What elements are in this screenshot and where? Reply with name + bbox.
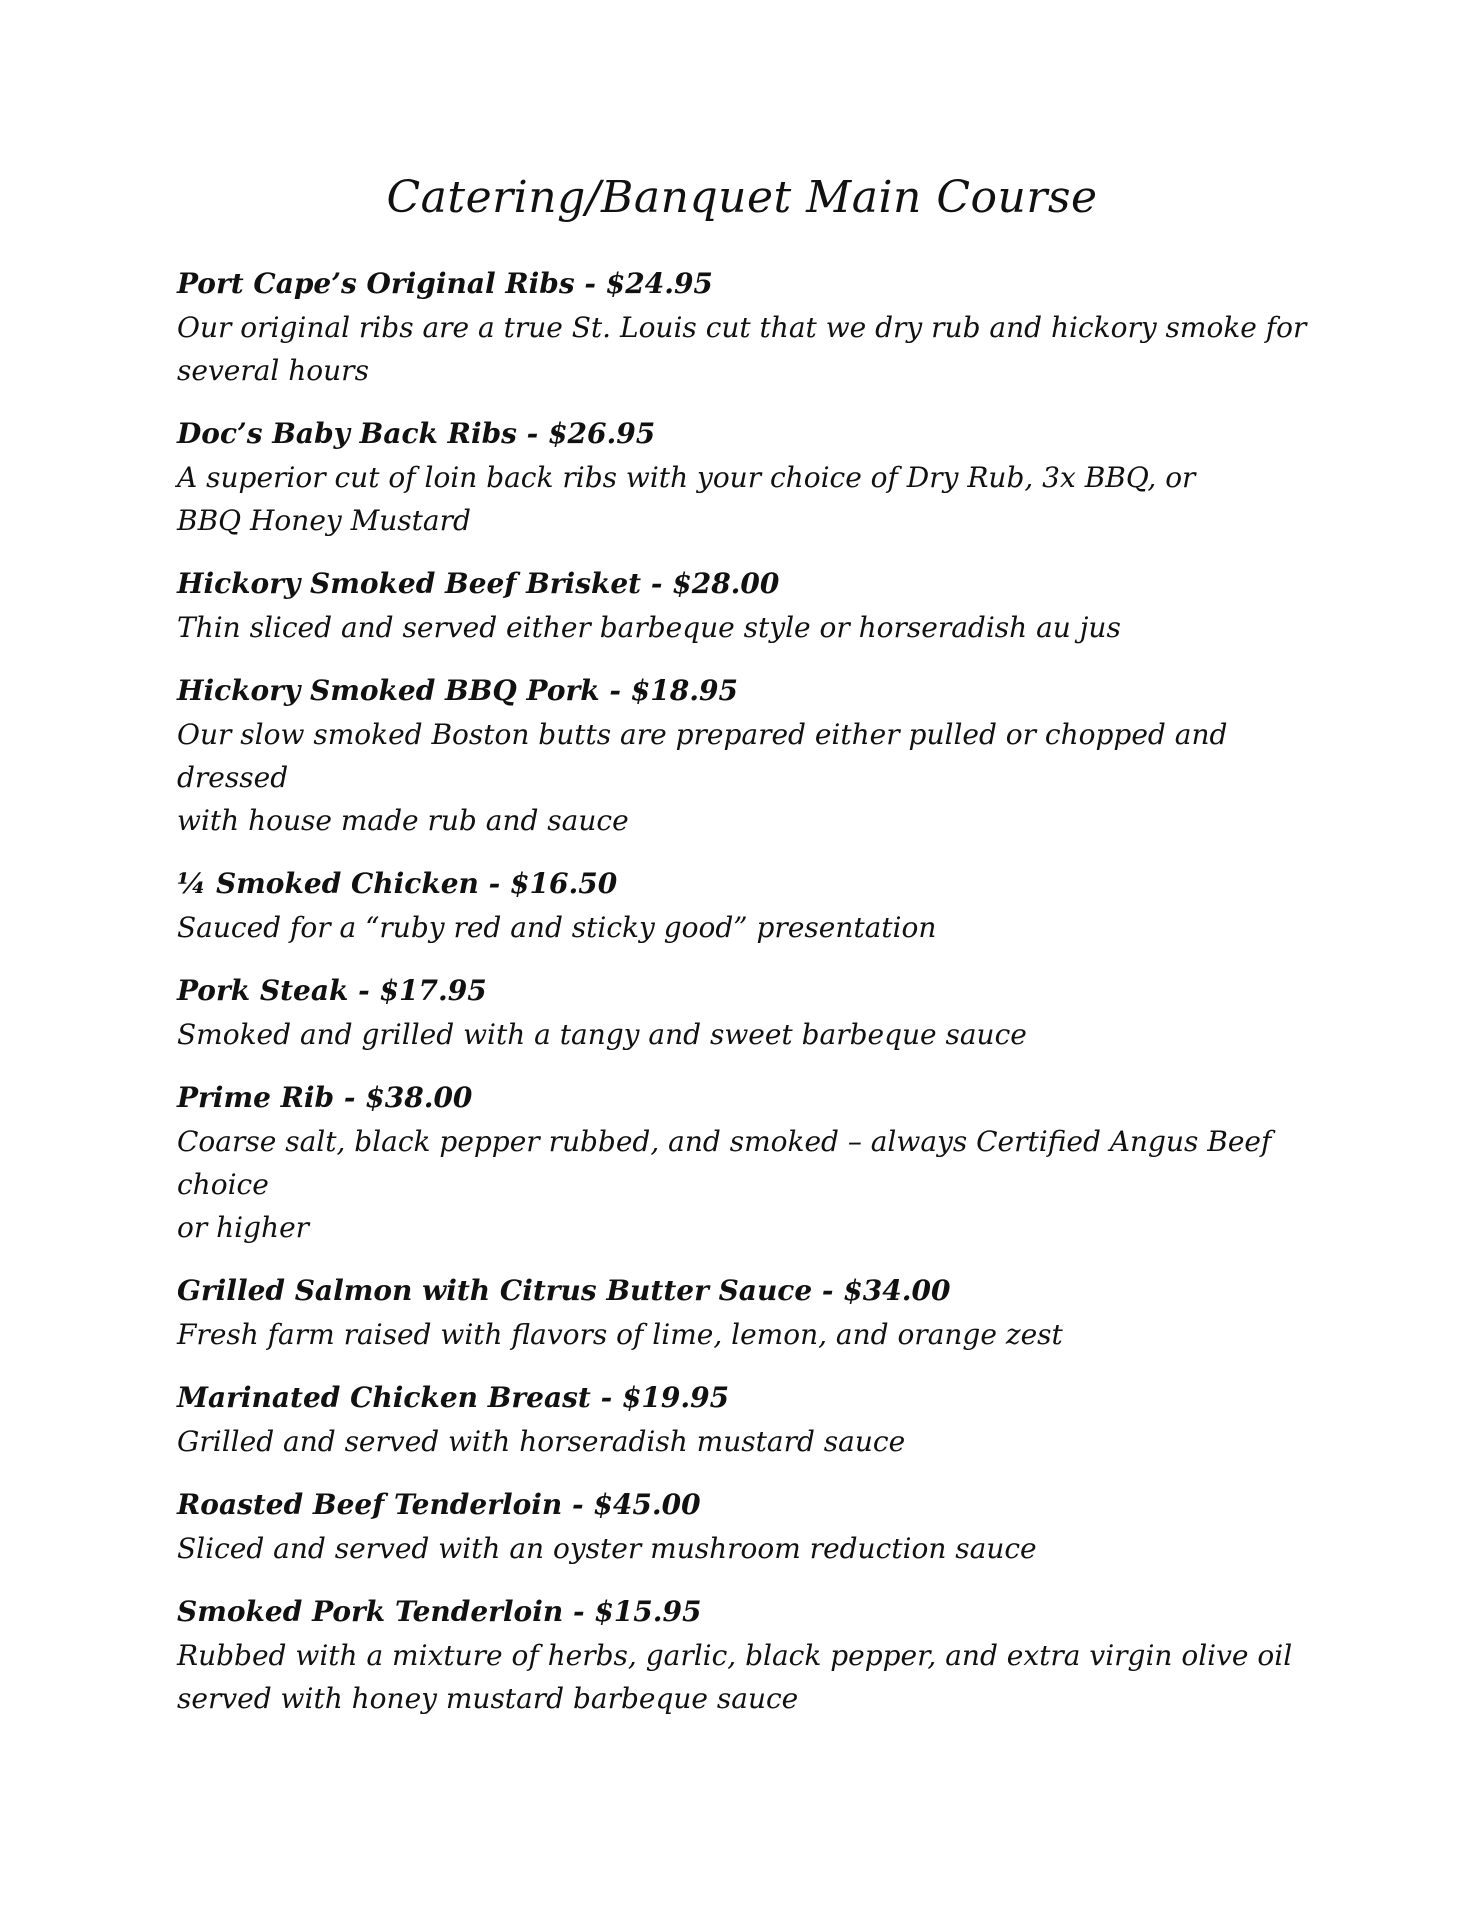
- item-heading: [177, 1076, 1317, 1120]
- menu-item: [177, 562, 1317, 649]
- menu-item: [177, 1590, 1317, 1720]
- menu-item: [177, 1269, 1317, 1356]
- item-name: Hickory Smoked BBQ Pork: [177, 674, 600, 707]
- item-heading: [177, 1269, 1317, 1313]
- item-price: $19.95: [621, 1381, 730, 1414]
- item-separator: -: [348, 974, 380, 1007]
- item-name: Pork Steak: [177, 974, 349, 1007]
- item-description: Our slow smoked Boston butts are prepared either pulled or chopped and dressed with house made rub and sauce: [177, 718, 1228, 837]
- item-heading: [177, 412, 1317, 456]
- item-separator: -: [334, 1081, 366, 1114]
- item-price: $24.95: [605, 267, 713, 300]
- item-price: $15.95: [594, 1595, 702, 1628]
- item-price: $45.00: [593, 1488, 701, 1521]
- item-price: $38.00: [365, 1081, 473, 1114]
- item-description: Smoked and grilled with a tangy and sweet barbeque sauce: [177, 1018, 1027, 1051]
- item-heading: [177, 1376, 1317, 1420]
- item-separator: -: [590, 1381, 622, 1414]
- item-heading: [177, 669, 1317, 713]
- item-name: ¼ Smoked Chicken: [177, 867, 479, 900]
- item-separator: -: [574, 267, 606, 300]
- item-separator: -: [641, 567, 673, 600]
- item-separator: -: [478, 867, 511, 900]
- menu-item: [177, 862, 1317, 949]
- page-title: Catering/Banquet Main Course: [386, 172, 1098, 223]
- item-name: Port Cape’s Original Ribs: [177, 267, 575, 300]
- item-description: Coarse salt, black pepper rubbed, and smoked – always Certified Angus Beef choice or higher: [177, 1125, 1272, 1244]
- item-heading: [177, 262, 1317, 306]
- item-price: $16.50: [510, 867, 618, 900]
- item-description: Fresh farm raised with flavors of lime, lemon, and orange zest: [177, 1318, 1063, 1351]
- menu-item: [177, 1483, 1317, 1570]
- menu-list: [177, 262, 1317, 1740]
- menu-item: [177, 262, 1317, 392]
- item-separator: -: [599, 674, 631, 707]
- item-price: $34.00: [843, 1274, 951, 1307]
- menu-item: [177, 1076, 1317, 1249]
- menu-item: [177, 412, 1317, 542]
- item-name: Marinated Chicken Breast: [177, 1381, 591, 1414]
- item-price: $26.95: [548, 417, 656, 450]
- item-heading: [177, 969, 1317, 1013]
- item-description: Rubbed with a mixture of herbs, garlic, black pepper, and extra virgin olive oil served with honey mustard barbeque sauce: [177, 1639, 1293, 1715]
- item-description: Sauced for a “ruby red and sticky good” presentation: [177, 911, 937, 944]
- menu-item: [177, 969, 1317, 1056]
- item-separator: -: [812, 1274, 844, 1307]
- item-description: Our original ribs are a true St. Louis cut that we dry rub and hickory smoke for several hours: [177, 311, 1307, 387]
- item-heading: [177, 1483, 1317, 1527]
- item-heading: [177, 862, 1317, 906]
- item-description: Grilled and served with horseradish mustard sauce: [177, 1425, 906, 1458]
- item-name: Hickory Smoked Beef Brisket: [177, 567, 642, 600]
- item-name: Doc’s Baby Back Ribs: [177, 417, 517, 450]
- item-separator: -: [562, 1488, 594, 1521]
- item-price: $17.95: [379, 974, 487, 1007]
- item-description: Sliced and served with an oyster mushroom reduction sauce: [177, 1532, 1037, 1565]
- item-heading: [177, 562, 1317, 606]
- item-description: A superior cut of loin back ribs with your choice of Dry Rub, 3x BBQ, or BBQ Honey Mustard: [177, 461, 1196, 537]
- item-price: $28.00: [672, 567, 780, 600]
- item-name: Prime Rib: [177, 1081, 335, 1114]
- item-separator: -: [516, 417, 549, 450]
- item-description: Thin sliced and served either barbeque style or horseradish au jus: [177, 611, 1121, 644]
- item-name: Grilled Salmon with Citrus Butter Sauce: [177, 1274, 813, 1307]
- menu-item: [177, 669, 1317, 842]
- item-separator: -: [563, 1595, 595, 1628]
- item-heading: [177, 1590, 1317, 1634]
- item-price: $18.95: [630, 674, 738, 707]
- menu-item: [177, 1376, 1317, 1463]
- item-name: Roasted Beef Tenderloin: [177, 1488, 563, 1521]
- item-name: Smoked Pork Tenderloin: [177, 1595, 564, 1628]
